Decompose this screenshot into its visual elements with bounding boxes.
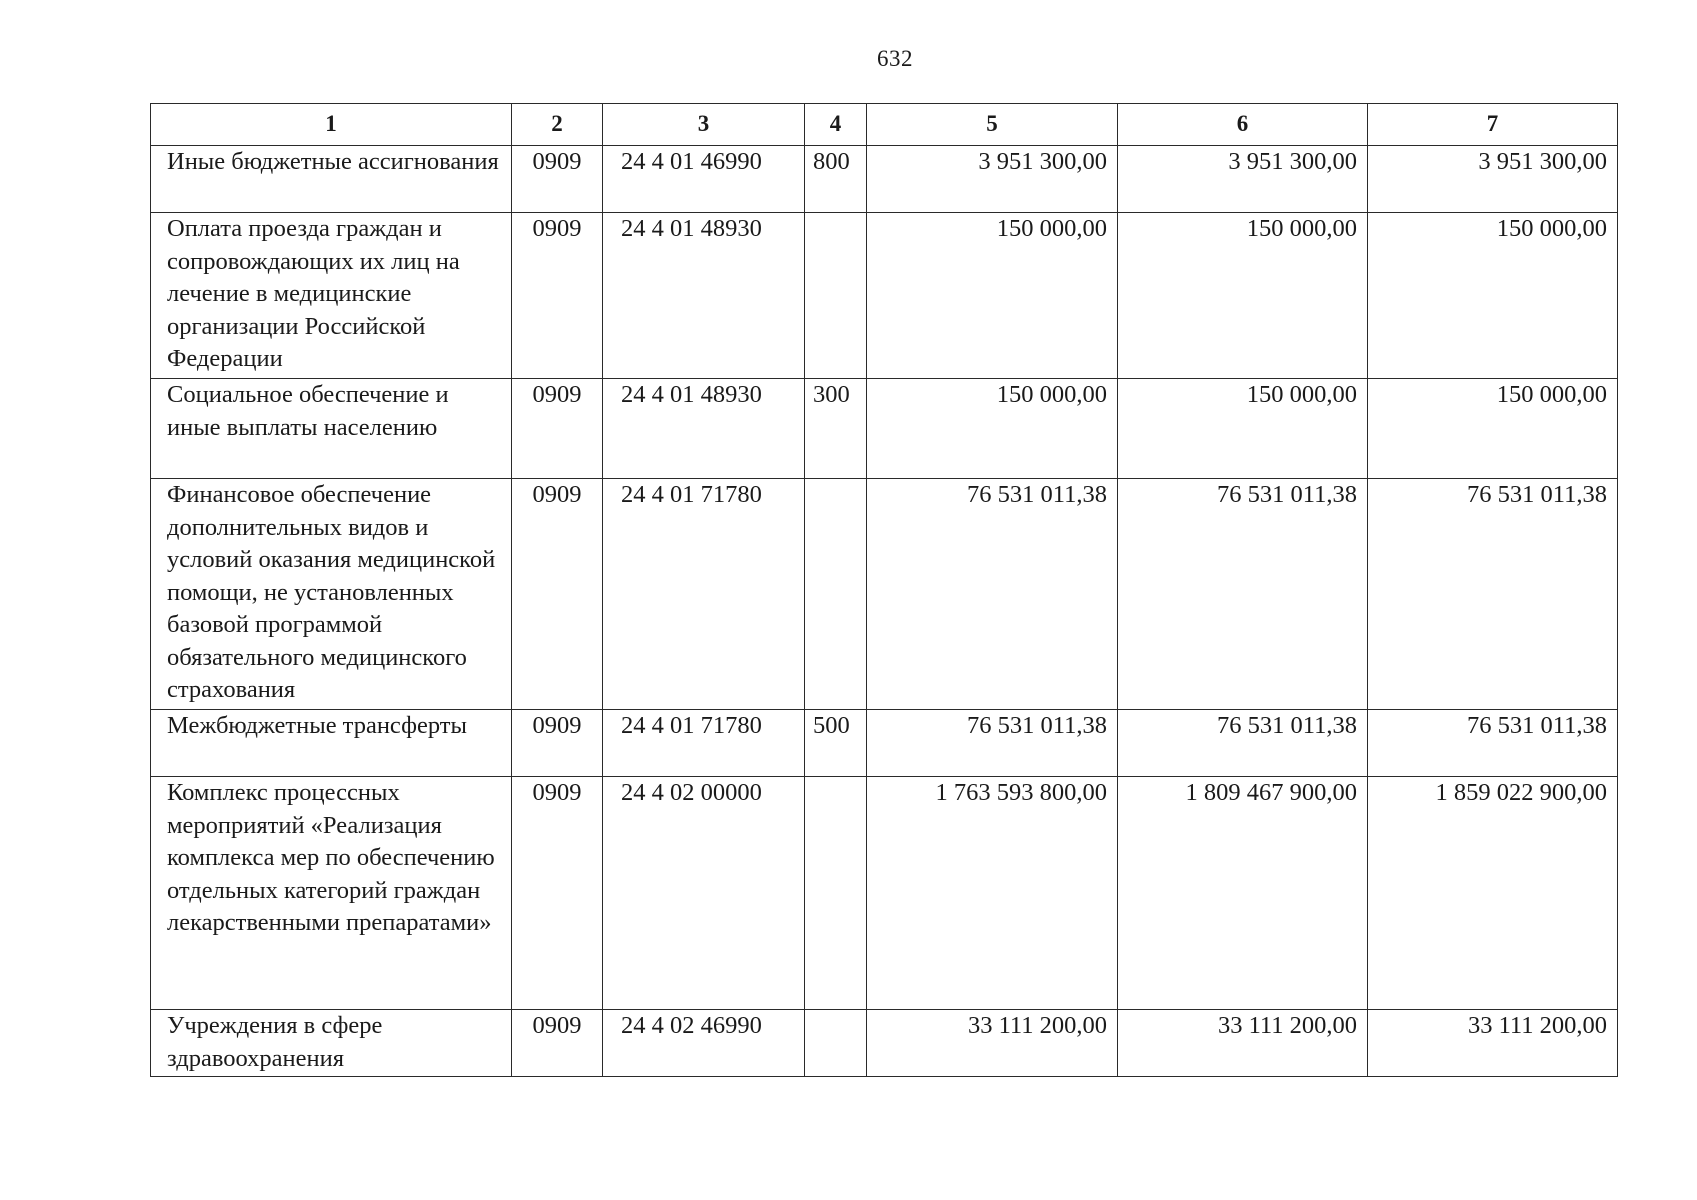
- row-amount-1: 76 531 011,38: [867, 710, 1118, 777]
- row-amount-3: 1 859 022 900,00: [1368, 777, 1618, 1010]
- row-section: 0909: [512, 146, 603, 213]
- row-section: 0909: [512, 479, 603, 710]
- row-expense-type: [805, 213, 867, 379]
- column-header: 3: [603, 104, 805, 146]
- column-header: 6: [1118, 104, 1368, 146]
- row-target-code: 24 4 01 71780: [603, 710, 805, 777]
- row-section: 0909: [512, 379, 603, 479]
- row-expense-type: 800: [805, 146, 867, 213]
- row-section: 0909: [512, 710, 603, 777]
- page-number: 632: [877, 46, 913, 71]
- row-amount-3: 33 111 200,00: [1368, 1010, 1618, 1077]
- row-amount-1: 150 000,00: [867, 379, 1118, 479]
- row-name: Комплекс процессных мероприятий «Реализация комплекса мер по обеспечению отдельных категорий граждан лекарственными препаратами»: [151, 777, 512, 1010]
- row-amount-3: 150 000,00: [1368, 213, 1618, 379]
- column-header: 5: [867, 104, 1118, 146]
- row-section: 0909: [512, 777, 603, 1010]
- row-amount-1: 3 951 300,00: [867, 146, 1118, 213]
- row-name: Социальное обеспечение и иные выплаты населению: [151, 379, 512, 479]
- row-expense-type: 300: [805, 379, 867, 479]
- row-section: 0909: [512, 1010, 603, 1077]
- row-expense-type: [805, 777, 867, 1010]
- row-target-code: 24 4 01 71780: [603, 479, 805, 710]
- row-target-code: 24 4 02 00000: [603, 777, 805, 1010]
- column-header: 4: [805, 104, 867, 146]
- column-header: 7: [1368, 104, 1618, 146]
- column-header: 1: [151, 104, 512, 146]
- row-amount-2: 33 111 200,00: [1118, 1010, 1368, 1077]
- row-amount-3: 76 531 011,38: [1368, 710, 1618, 777]
- table-row: [151, 379, 1618, 479]
- table-row: [151, 1010, 1618, 1077]
- row-amount-1: 33 111 200,00: [867, 1010, 1118, 1077]
- table-row: [151, 479, 1618, 710]
- row-amount-1: 1 763 593 800,00: [867, 777, 1118, 1010]
- row-amount-2: 76 531 011,38: [1118, 710, 1368, 777]
- row-amount-2: 76 531 011,38: [1118, 479, 1368, 710]
- row-amount-1: 76 531 011,38: [867, 479, 1118, 710]
- table-row: [151, 146, 1618, 213]
- row-name: Оплата проезда граждан и сопровождающих их лиц на лечение в медицинские организации Российской Федерации: [151, 213, 512, 379]
- row-name: Финансовое обеспечение дополнительных видов и условий оказания медицинской помощи, не установленных базовой программой обязательного медицинского страхования: [151, 479, 512, 710]
- row-amount-2: 3 951 300,00: [1118, 146, 1368, 213]
- row-name: Межбюджетные трансферты: [151, 710, 512, 777]
- row-name: Иные бюджетные ассигнования: [151, 146, 512, 213]
- row-amount-2: 150 000,00: [1118, 379, 1368, 479]
- row-target-code: 24 4 01 48930: [603, 213, 805, 379]
- row-expense-type: 500: [805, 710, 867, 777]
- table-row: [151, 777, 1618, 1010]
- row-expense-type: [805, 1010, 867, 1077]
- header-row: [151, 104, 1618, 146]
- row-amount-1: 150 000,00: [867, 213, 1118, 379]
- row-name: Учреждения в сфере здравоохранения: [151, 1010, 512, 1077]
- row-target-code: 24 4 02 46990: [603, 1010, 805, 1077]
- table-row: [151, 213, 1618, 379]
- column-header: 2: [512, 104, 603, 146]
- row-target-code: 24 4 01 46990: [603, 146, 805, 213]
- row-amount-2: 1 809 467 900,00: [1118, 777, 1368, 1010]
- row-target-code: 24 4 01 48930: [603, 379, 805, 479]
- row-amount-3: 3 951 300,00: [1368, 146, 1618, 213]
- row-section: 0909: [512, 213, 603, 379]
- row-expense-type: [805, 479, 867, 710]
- row-amount-3: 76 531 011,38: [1368, 479, 1618, 710]
- row-amount-3: 150 000,00: [1368, 379, 1618, 479]
- row-amount-2: 150 000,00: [1118, 213, 1368, 379]
- budget-table: [150, 103, 1618, 1077]
- table-row: [151, 710, 1618, 777]
